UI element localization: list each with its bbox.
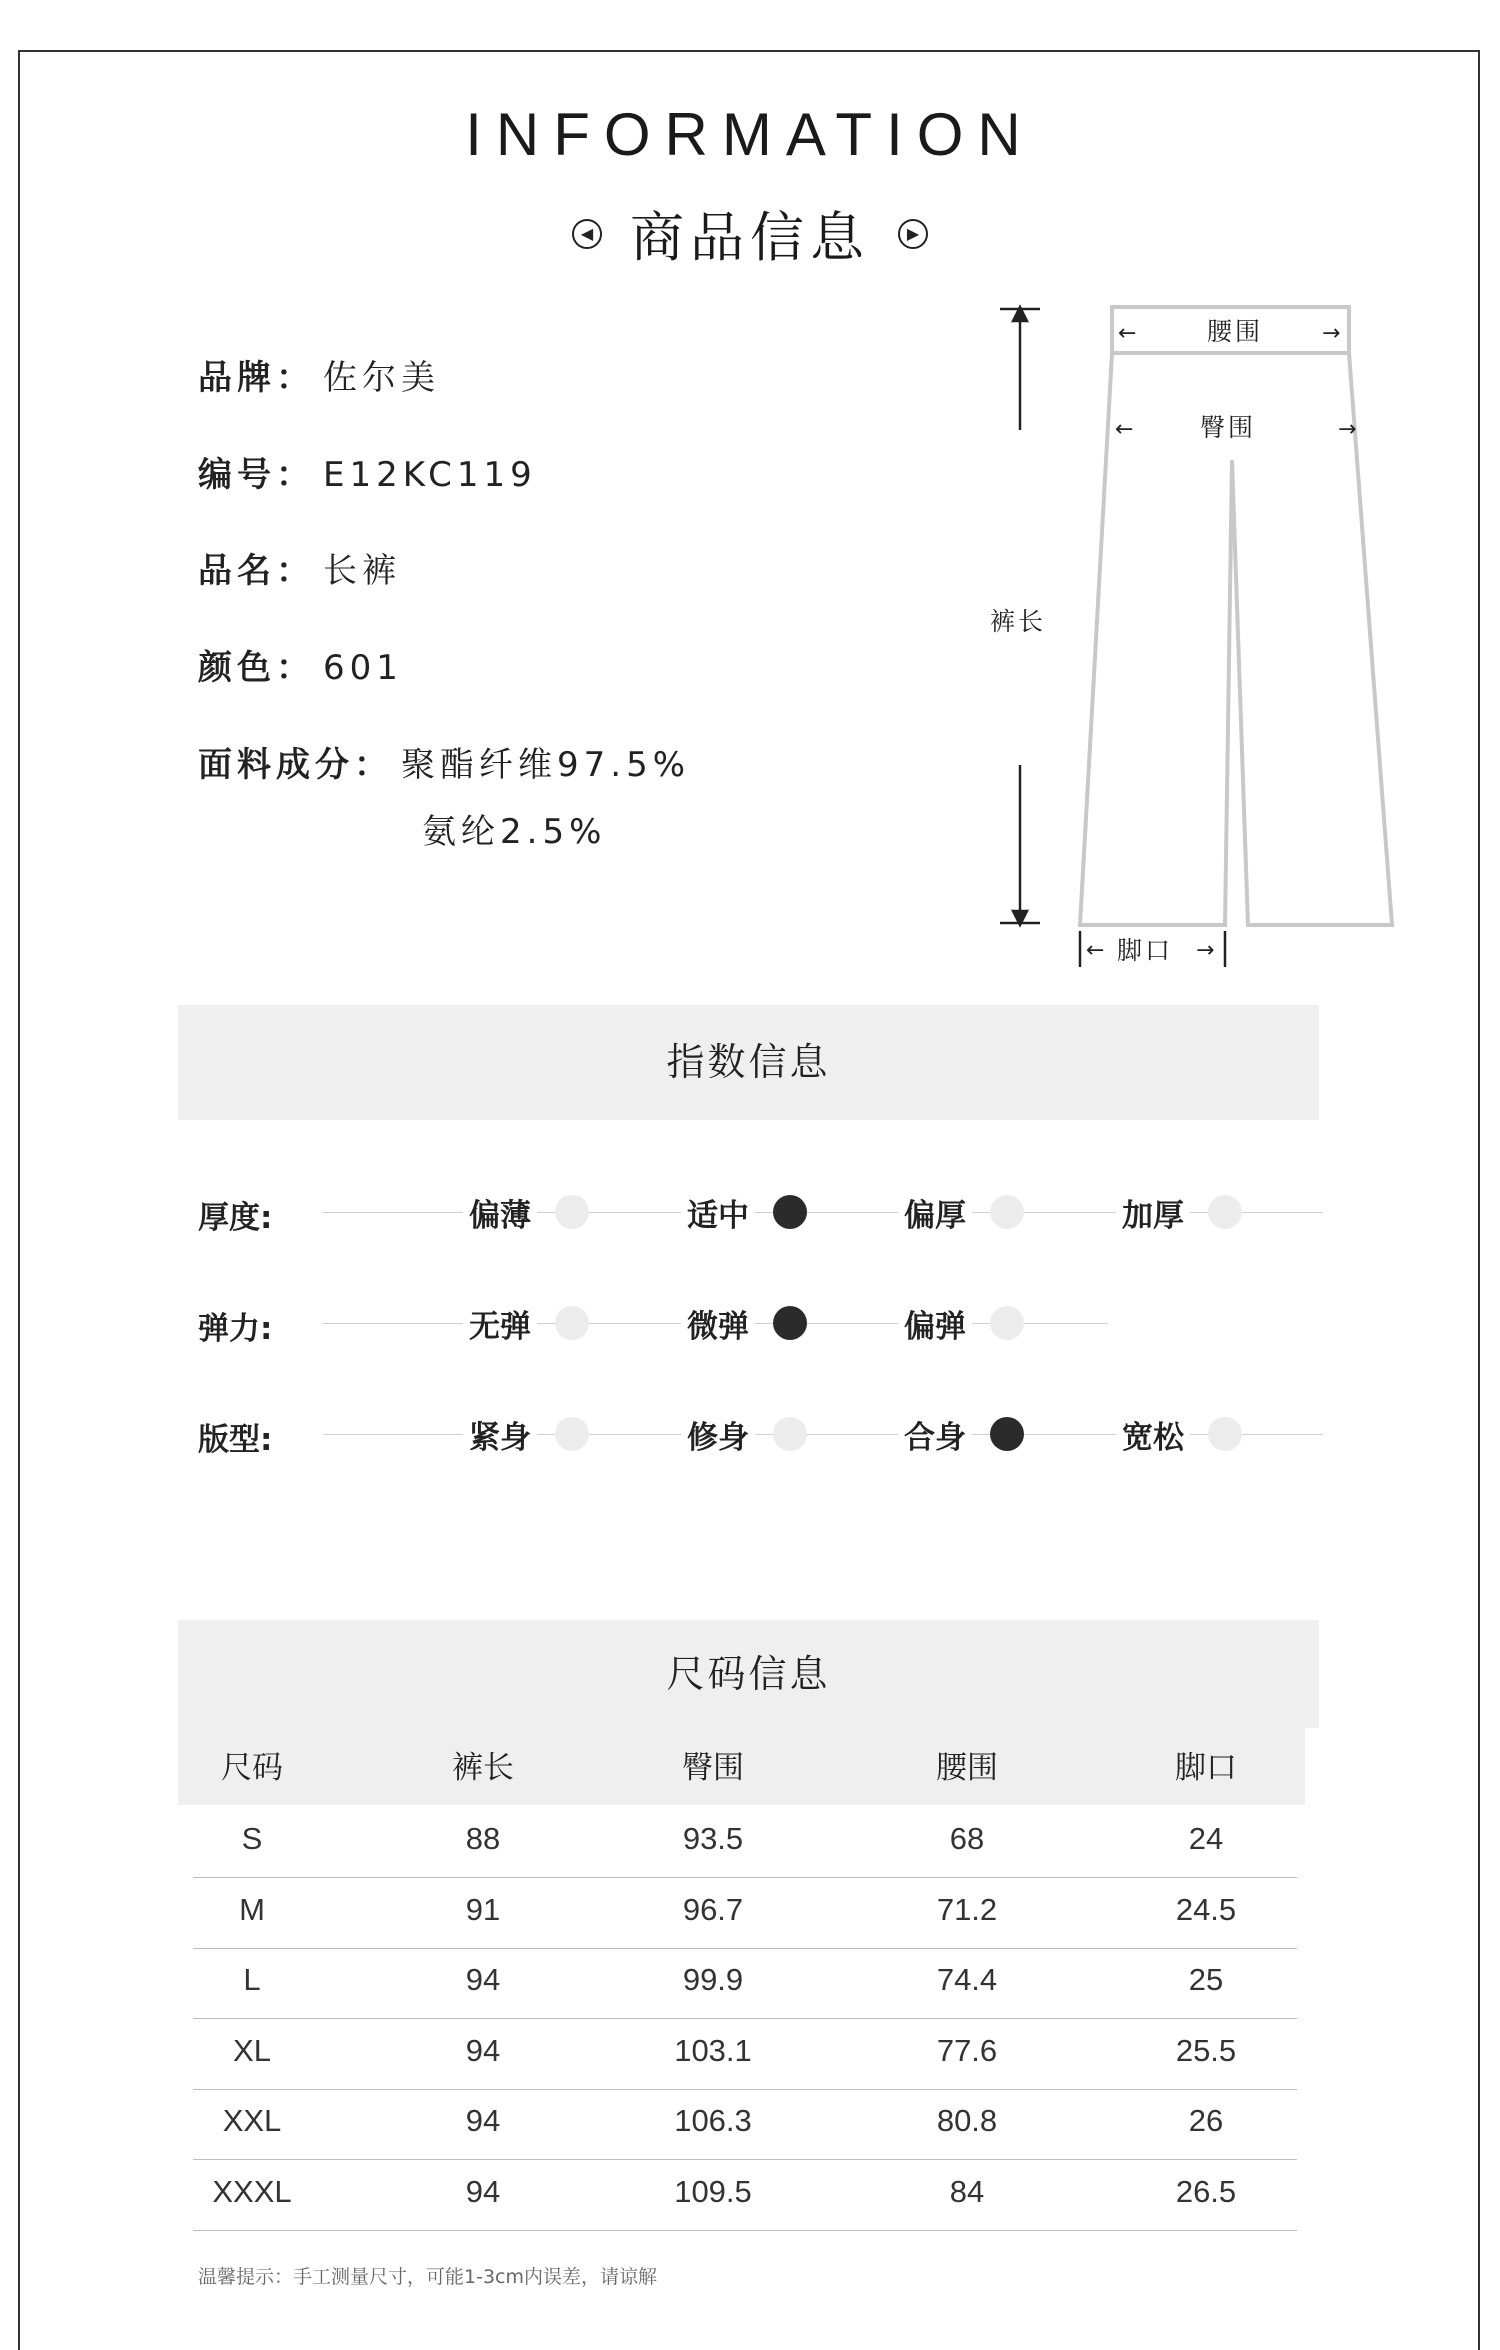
hip-arrow-right: → [1338, 417, 1357, 442]
column-header-length: 裤长 [452, 1750, 514, 1786]
option-dot [990, 1306, 1024, 1340]
table-cell: 77.6 [936, 2032, 998, 2068]
table-cell: 84 [949, 2173, 985, 2209]
option-dot [555, 1306, 589, 1340]
title-chinese: 商品信息 [630, 206, 870, 269]
column-header-hem: 脚口 [1175, 1750, 1237, 1786]
code-row [198, 447, 537, 496]
hip-arrow-left: ← [1115, 417, 1134, 442]
table-row [193, 1878, 1297, 1949]
table-cell: 26 [1188, 2103, 1224, 2138]
code-key: 编号： [198, 455, 315, 495]
table-cell: 93.5 [682, 1821, 744, 1856]
waist-arrow-right: → [1322, 321, 1341, 346]
elasticity-label: 弹力: [198, 1311, 273, 1347]
table-cell: 68 [949, 1821, 985, 1856]
brand-key: 品牌： [198, 358, 315, 398]
waist-label: 腰围 [1207, 317, 1264, 346]
table-cell: XXXL [212, 2173, 292, 2209]
column-header-hip: 臀围 [682, 1750, 744, 1786]
hem-arrow-right: → [1196, 938, 1215, 963]
thickness-option-thin: 偏薄 [463, 1190, 589, 1234]
table-cell: 91 [465, 1891, 501, 1927]
table-cell: 94 [465, 2103, 501, 2138]
option-dot [555, 1195, 589, 1229]
table-row [193, 1948, 1297, 2019]
thickness-option-thick: 偏厚 [898, 1190, 1024, 1234]
circle-right-icon: ▶ [898, 219, 928, 249]
option-dot-selected [773, 1306, 807, 1340]
title-chinese-row [0, 195, 1500, 272]
name-key: 品名： [198, 551, 315, 591]
thickness-label: 厚度: [198, 1200, 273, 1236]
size-table-header [178, 1720, 1305, 1805]
table-cell: 109.5 [674, 2173, 752, 2209]
elasticity-row [198, 1293, 1323, 1353]
index-section-header [178, 1005, 1319, 1120]
hip-label: 臀围 [1200, 413, 1257, 442]
table-cell: 88 [465, 1821, 501, 1856]
option-dot [990, 1195, 1024, 1229]
pants-diagram [970, 295, 1410, 985]
length-label: 裤长 [990, 607, 1047, 636]
table-row [193, 2089, 1297, 2160]
brand-value: 佐尔美 [323, 358, 440, 398]
option-dot [1208, 1417, 1242, 1451]
fit-label: 版型: [198, 1422, 273, 1458]
table-cell: 106.3 [674, 2103, 752, 2138]
elasticity-option-stretchy: 偏弹 [898, 1301, 1024, 1345]
table-cell: 94 [465, 2032, 501, 2068]
color-key: 颜色： [198, 648, 315, 688]
size-section-header [178, 1620, 1319, 1728]
hem-label: 脚口 [1117, 936, 1174, 965]
color-row [198, 640, 403, 689]
fabric-row [198, 737, 690, 786]
hem-arrow-left: ← [1086, 938, 1105, 963]
table-cell: 25.5 [1175, 2032, 1237, 2068]
table-cell: 94 [465, 2173, 501, 2209]
thickness-row [198, 1182, 1323, 1242]
table-cell: 26.5 [1175, 2173, 1237, 2209]
fabric-row-2 [414, 804, 606, 853]
fit-option-loose: 宽松 [1116, 1412, 1242, 1456]
option-dot [1208, 1195, 1242, 1229]
table-row [193, 1807, 1297, 1878]
elasticity-option-none: 无弹 [463, 1301, 589, 1345]
table-cell: 103.1 [674, 2032, 752, 2068]
color-value: 601 [323, 648, 403, 688]
waist-arrow-left: ← [1118, 321, 1137, 346]
size-section-title: 尺码信息 [666, 1652, 831, 1696]
table-cell: 96.7 [682, 1891, 744, 1927]
table-row [193, 2160, 1297, 2231]
brand-row [198, 350, 440, 399]
name-value: 长裤 [323, 551, 401, 591]
table-cell: 99.9 [682, 1962, 744, 1997]
index-section-title: 指数信息 [666, 1040, 831, 1084]
table-cell: 71.2 [936, 1891, 998, 1927]
option-dot-selected [990, 1417, 1024, 1451]
table-cell: M [239, 1891, 265, 1927]
name-row [198, 543, 401, 592]
code-value: E12KC119 [323, 455, 537, 495]
table-cell: 24.5 [1175, 1891, 1237, 1927]
table-cell: 74.4 [936, 1962, 998, 1997]
table-cell: S [241, 1821, 263, 1856]
fit-option-regular: 合身 [898, 1412, 1024, 1456]
option-dot-selected [773, 1195, 807, 1229]
column-header-size: 尺码 [221, 1750, 283, 1786]
fabric-key: 面料成分： [198, 745, 393, 785]
table-cell: 25 [1188, 1962, 1224, 1997]
fit-option-tight: 紧身 [463, 1412, 589, 1456]
fabric-value-1: 聚酯纤维97.5% [401, 745, 691, 785]
measurement-note: 温馨提示：手工测量尺寸，可能1-3cm内误差，请谅解 [198, 2266, 657, 2288]
option-dot [773, 1417, 807, 1451]
table-cell: 94 [465, 1962, 501, 1997]
column-header-waist: 腰围 [936, 1750, 998, 1786]
table-cell: 80.8 [936, 2103, 998, 2138]
option-dot [555, 1417, 589, 1451]
table-row [193, 2019, 1297, 2090]
elasticity-option-slight: 微弹 [681, 1301, 807, 1345]
table-cell: XXL [222, 2103, 282, 2138]
fit-option-slim: 修身 [681, 1412, 807, 1456]
table-cell: 24 [1188, 1821, 1224, 1856]
table-cell: XL [233, 2032, 271, 2068]
fabric-value-2: 氨纶2.5% [422, 812, 607, 852]
fit-row [198, 1404, 1323, 1464]
title-english: INFORMATION [465, 101, 1035, 168]
thickness-option-extra-thick: 加厚 [1116, 1190, 1242, 1234]
thickness-option-medium: 适中 [681, 1190, 807, 1234]
circle-left-icon: ◀ [572, 219, 602, 249]
table-cell: L [243, 1962, 261, 1997]
